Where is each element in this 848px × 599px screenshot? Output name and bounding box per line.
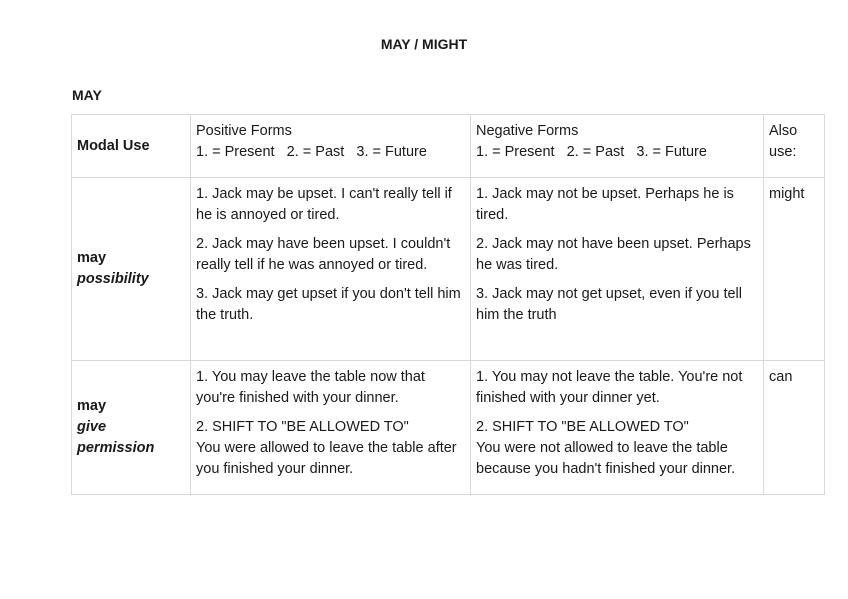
- table-row: [72, 178, 825, 361]
- header-negative-forms: [471, 115, 764, 178]
- positive-shift-note: 2. SHIFT TO "BE ALLOWED TO": [196, 419, 409, 435]
- also-use-cell: can: [764, 361, 825, 495]
- table-header-row: [72, 115, 825, 178]
- negative-forms-cell: [471, 361, 764, 495]
- header-positive-forms: [191, 115, 471, 178]
- negative-shift-note: 2. SHIFT TO "BE ALLOWED TO": [476, 419, 689, 435]
- modal-meaning: give: [77, 419, 107, 435]
- negative-example-past: You were not allowed to leave the table because you hadn't finished your dinner.: [476, 440, 736, 477]
- positive-example-past: You were allowed to leave the table after you finished your dinner.: [196, 440, 457, 477]
- header-also-use: Also use:: [764, 115, 825, 178]
- negative-forms-legend: 1. = Present 2. = Past 3. = Future: [476, 144, 707, 160]
- modal-table: [71, 114, 825, 495]
- positive-example-past: 2. Jack may have been upset. I couldn't really tell if he was annoyed or tired.: [196, 236, 451, 273]
- header-modal-use: Modal Use: [72, 115, 191, 178]
- positive-example-future: 3. Jack may get upset if you don't tell him the truth.: [196, 286, 461, 323]
- negative-example-past: 2. Jack may not have been upset. Perhaps he was tired.: [476, 236, 751, 273]
- negative-forms-title: Negative Forms: [476, 123, 579, 139]
- modal-cell: [72, 178, 191, 361]
- modal-cell: [72, 361, 191, 495]
- positive-example-present: 1. You may leave the table now that you're finished with your dinner.: [196, 369, 425, 406]
- negative-example-present: 1. Jack may not be upset. Perhaps he is tired.: [476, 186, 734, 223]
- also-use-cell: might: [764, 178, 825, 361]
- modal-word: may: [77, 398, 107, 414]
- negative-forms-cell: [471, 178, 764, 361]
- page-title: MAY / MIGHT: [380, 36, 468, 52]
- positive-forms-cell: [191, 178, 471, 361]
- modal-meaning: possibility: [77, 271, 149, 287]
- modal-meaning: permission: [77, 440, 155, 456]
- positive-example-present: 1. Jack may be upset. I can't really tell if he is annoyed or tired.: [196, 186, 452, 223]
- modal-word: may: [77, 250, 107, 266]
- positive-forms-cell: [191, 361, 471, 495]
- section-heading: MAY: [72, 87, 102, 103]
- negative-example-future: 3. Jack may not get upset, even if you tell him the truth: [476, 286, 742, 323]
- negative-example-present: 1. You may not leave the table. You're not finished with your dinner yet.: [476, 369, 743, 406]
- positive-forms-legend: 1. = Present 2. = Past 3. = Future: [196, 144, 427, 160]
- table-row: [72, 361, 825, 495]
- positive-forms-title: Positive Forms: [196, 123, 292, 139]
